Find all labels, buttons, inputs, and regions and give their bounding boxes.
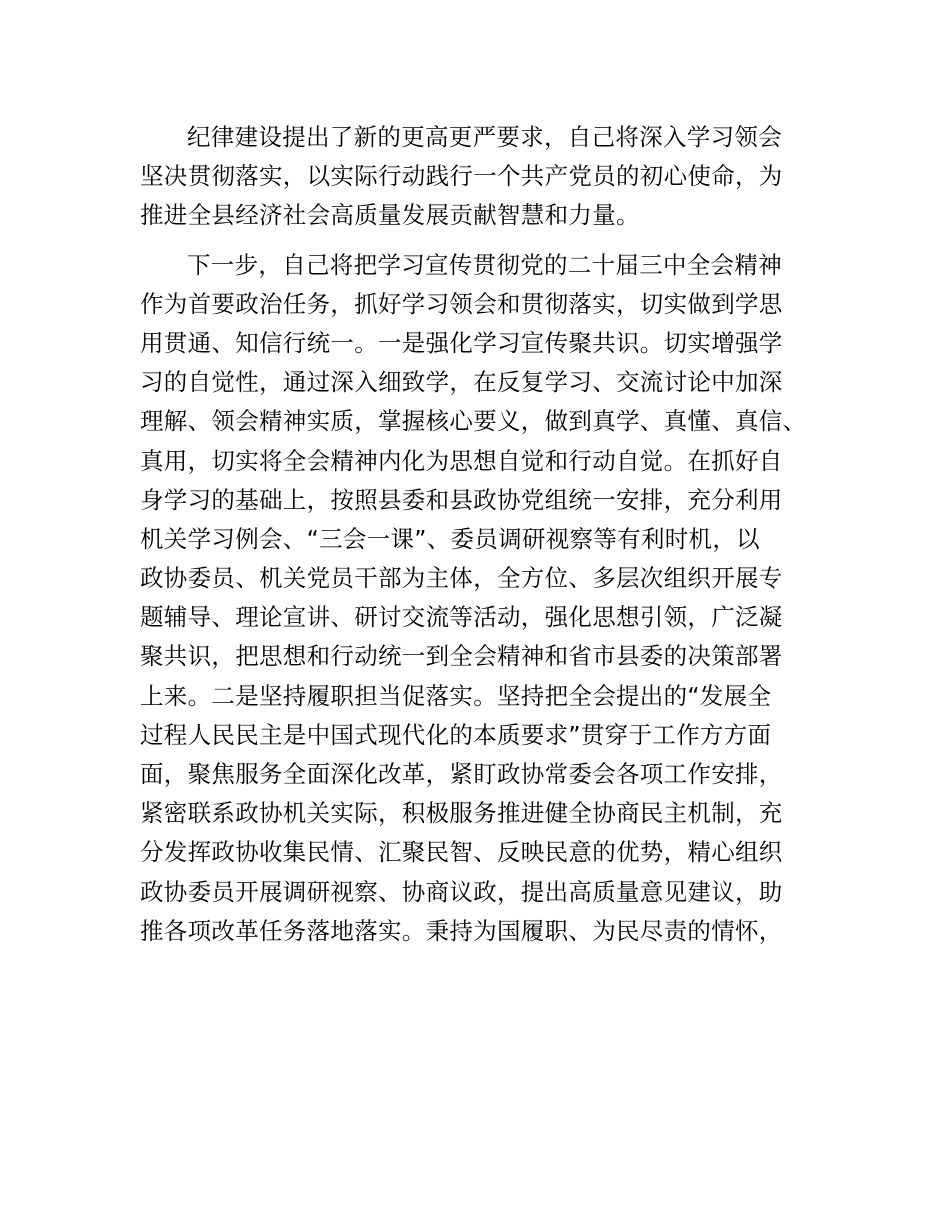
text-line: 面，聚焦服务全面深化改革，紧盯政协常委会各项工作安排， [140, 760, 783, 788]
text-line: 纪律建设提出了新的更高更严要求，自己将深入学习领会 [187, 123, 782, 151]
text-line: 作为首要政治任务，抓好学习领会和贯彻落实，切实做到学思 [140, 289, 783, 318]
paragraph-gap [140, 236, 830, 246]
text-line: 身学习的基础上，按照县委和县政协党组统一安排，充分利用 [140, 485, 783, 514]
text-line: 政协委员开展调研视察、协商议政，提出高质量意见建议，助 [140, 877, 783, 906]
text-line: 下一步，自己将把学习宣传贯彻党的二十届三中全会精神 [187, 250, 782, 279]
text-line: 聚共识，把思想和行动统一到全会精神和省市县委的决策部署 [140, 642, 783, 671]
text-line: 推进全县经济社会高质量发展贡献智慧和力量。 [140, 201, 640, 230]
text-line: 习的自觉性，通过深入细致学，在反复学习、交流讨论中加深 [140, 368, 783, 397]
text-line: 理解、领会精神实质，掌握核心要义，做到真学、真懂、真信、 [140, 407, 807, 436]
text-line: 过程人民民主是中国式现代化的本质要求”贯穿于工作方方面 [140, 720, 772, 749]
text-line: 政协委员、机关党员干部为主体，全方位、多层次组织开展专 [140, 564, 783, 593]
text-line: 用贯通、知信行统一。一是强化学习宣传聚共识。切实增强学 [140, 328, 783, 357]
text-line: 机关学习例会、“三会一课”、委员调研视察等有利时机，以 [140, 524, 760, 553]
text-line: 推各项改革任务落地落实。秉持为国履职、为民尽责的情怀， [140, 916, 783, 945]
text-line: 上来。二是坚持履职担当促落实。坚持把全会提出的“发展全 [140, 681, 772, 710]
text-line: 分发挥政协收集民情、汇聚民智、反映民意的优势，精心组织 [140, 838, 783, 867]
paragraph-2 [140, 246, 830, 951]
text-line: 紧密联系政协机关实际，积极服务推进健全协商民主机制，充 [140, 799, 783, 828]
document-body [140, 118, 830, 951]
text-line: 真用，切实将全会精神内化为思想自觉和行动自觉。在抓好自 [140, 446, 783, 475]
paragraph-1 [140, 118, 830, 236]
text-line: 坚决贯彻落实，以实际行动践行一个共产党员的初心使命，为 [140, 162, 783, 191]
text-line: 题辅导、理论宣讲、研讨交流等活动，强化思想引领，广泛凝 [140, 603, 783, 632]
